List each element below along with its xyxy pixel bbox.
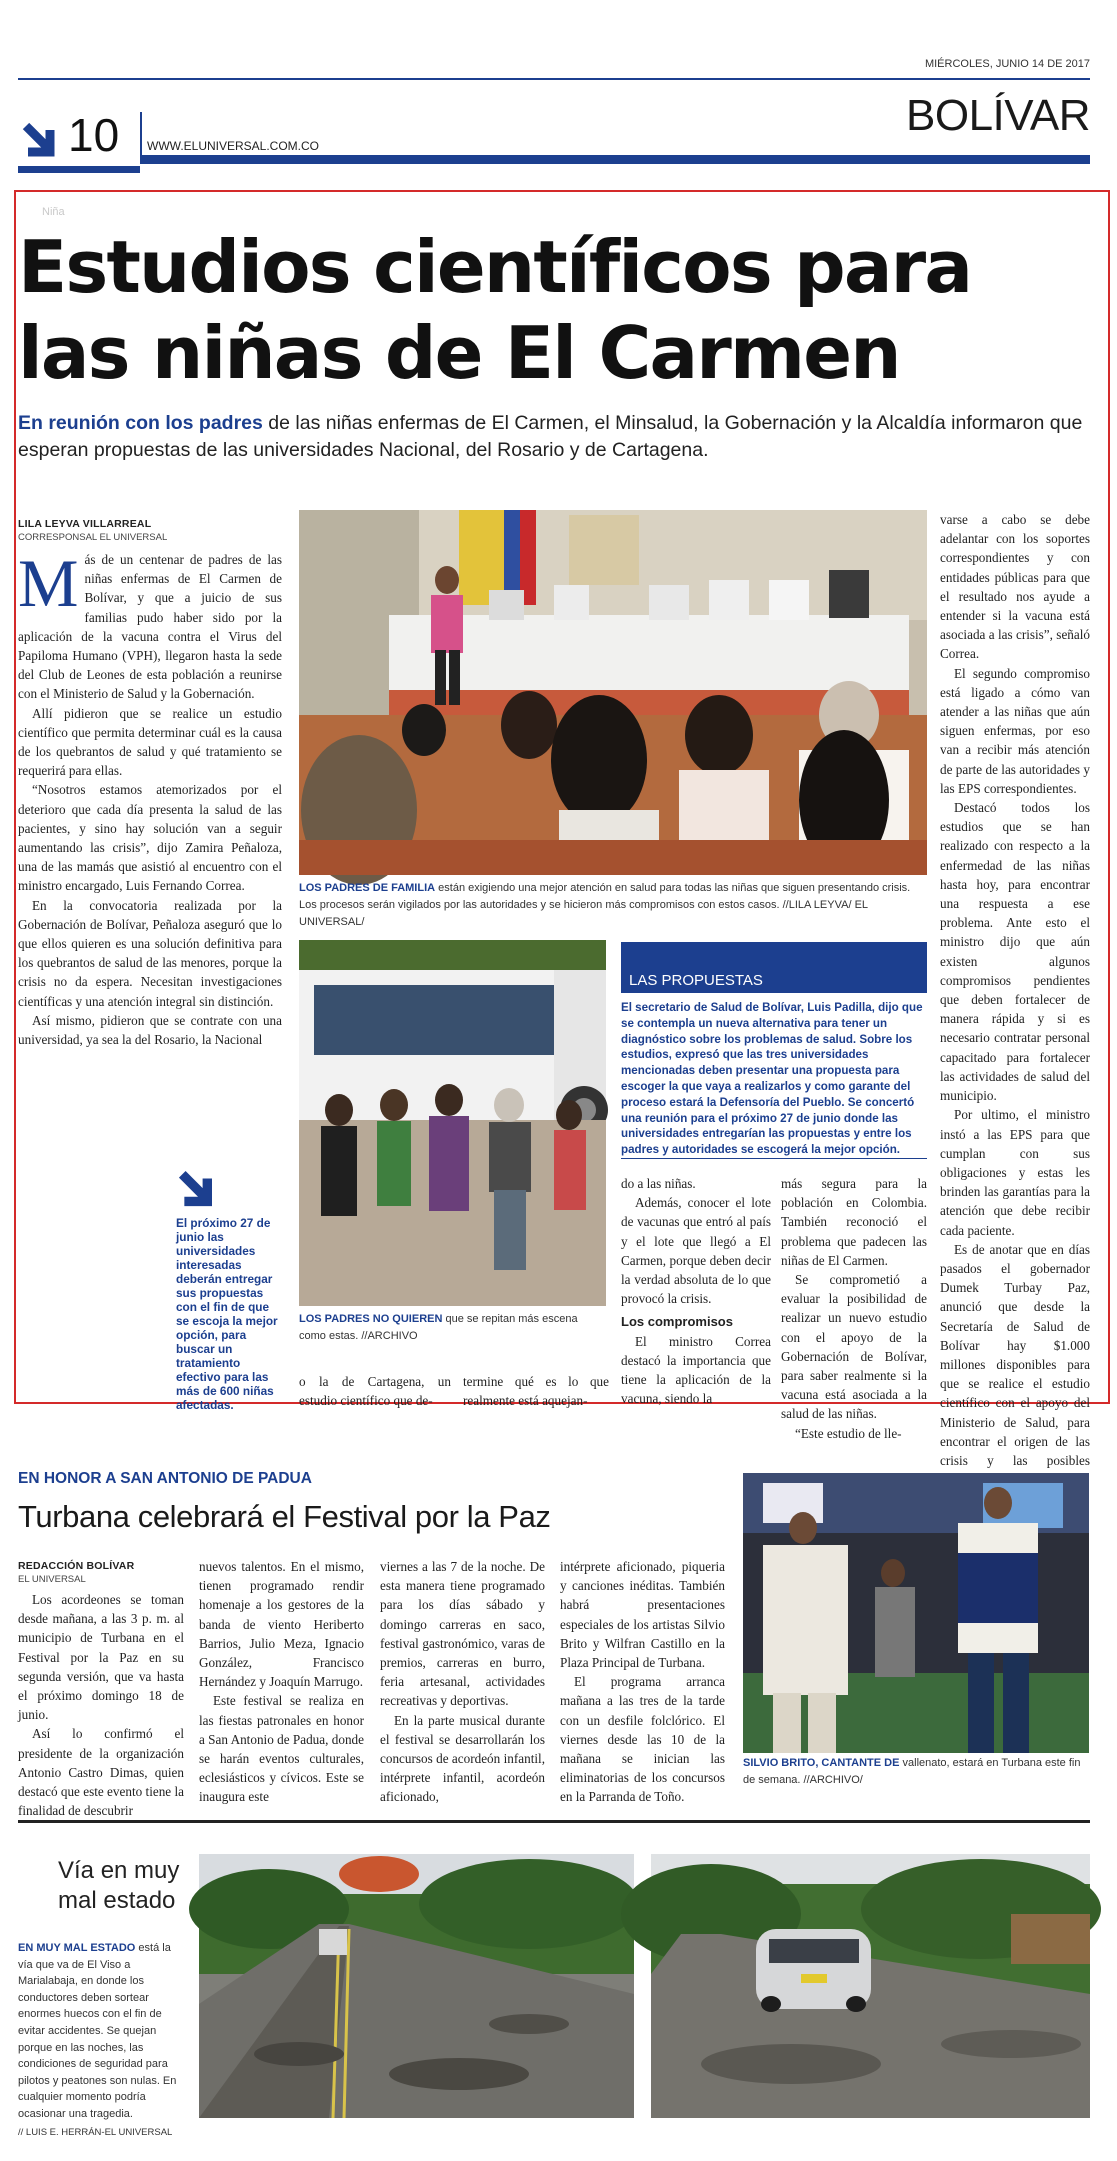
dropcap: M — [18, 545, 79, 621]
road-caption-label: EN MUY MAL ESTADO — [18, 1942, 136, 1954]
turbana-kicker: EN HONOR A SAN ANTONIO DE PADUA — [18, 1470, 312, 1487]
main-kicker: Niña — [42, 206, 65, 218]
main-col1-p2: Allí pidieron que se realice un estudio científico que permita determinar cuál es la causa de los quebrantos de salud y qué tratamiento se requerirá para ellas. — [18, 705, 282, 779]
turbana-column-3 — [380, 1557, 545, 1805]
header-bottom-band — [140, 155, 1090, 164]
road-headline-line1: Vía en muy — [58, 1857, 180, 1884]
main-column-3 — [621, 1174, 771, 1414]
turbana-col3-p1: viernes a las 7 de la noche. De esta manera tiene programado para los días sábado y domingo carreras en saco, festival gastronómico, varas de premios, carreras en burro, feria artesanal, actividades recreativas y deportivas. — [380, 1559, 545, 1709]
meeting-photo — [299, 510, 927, 875]
main-column-4 — [781, 1174, 927, 1441]
page-number: 10 — [68, 109, 120, 161]
road-caption-text: está la vía que va de El Viso a Marialabaja, en donde los conductores deben sortear enormes huecos con el fin de evitar accidentes. Se quejan porque en las noches, las condiciones de seguridad para pilotos y peatones son nulas. En cualquier momento podría ocasionar una tragedia. — [18, 1942, 177, 2120]
page-number-underline — [18, 166, 140, 173]
pullquote: El próximo 27 de junio las universidades interesadas deberán entregar sus propuestas con el fin de que se escoja la mejor opción, para buscar un tratamiento efectivo para las más de 600 niñas afectadas. — [176, 1216, 278, 1412]
main-colC-p3: El ministro Correa destacó la importancia que tiene la aplicación de la vacuna, siendo la — [621, 1333, 771, 1407]
main-col1-p3: “Nosotros estamos atemorizados por el deterioro que cada día presenta la salud de las pacientes, y sino hay solución van a seguir aumentando las crisis”, dijo Zamira Peñaloza, una de las mamás que asistió al encuentro con el ministro encargado, Luis Fernando Correa. — [18, 782, 282, 894]
main-headline — [18, 224, 1098, 396]
main-colC-p2: Además, conocer el lote de vacunas que entró al país y el lote que llegó a El Carmen, porque deben decir la verdad absoluta de lo que provocó la crisis. — [621, 1195, 771, 1307]
turbana-byline-role: EL UNIVERSAL — [18, 1574, 86, 1585]
meeting-caption-text: están exigiendo una mejor atención en salud para todas las niñas que siguen presentando crisis. Los procesos serán vigilados por las autoridades y se hicieron más compromisos con estos casos. //LILA LEYVA/ EL UNIVERSAL/ — [299, 882, 911, 928]
main-byline: LILA LEYVA VILLARREAL — [18, 518, 152, 530]
main-colC-subhead: Los compromisos — [621, 1314, 733, 1330]
turbana-caption-label: SILVIO BRITO, CANTANTE DE — [743, 1757, 900, 1769]
header-top-rule — [18, 78, 1090, 80]
meeting-photo-caption — [299, 880, 927, 931]
main-colE-p4: Por ultimo, el ministro instó a las EPS para que cumplan con sus obligaciones y estas les brinden las garantías para la atención que debe recibir cada paciente. — [940, 1107, 1090, 1238]
road-photo-2 — [651, 1854, 1090, 2118]
turbana-column-2 — [199, 1557, 364, 1805]
crowd-caption-text: que se repitan más escena como estas. //ARCHIVO — [299, 1313, 578, 1342]
pullquote-arrow-icon — [176, 1166, 224, 1214]
turbana-column-1 — [18, 1590, 184, 1819]
main-column-5 — [940, 510, 1090, 1468]
crowd-photo — [299, 940, 606, 1306]
main-col1-p1: ás de un centenar de padres de las niñas enfermas de El Carmen de Bolívar, y que a juicio de sus familias pudo haber sido por la aplicación de la vacuna contra el Virus del Papiloma Humano (VPH), llegaron hasta la sede del Club de Leones de esta población a reunirse con el Ministerio de Salud y la Gobernación. — [18, 552, 282, 702]
main-col1-p4: En la convocatoria realizada por la Gobernación de Bolívar, Peñaloza aseguró que lo que ellos quieren es una solución definitiva para los quebrantos de salud de las menores, porque la crisis no da espera. Necesitan investigaciones científicas y una atención integral sin distinción. — [18, 897, 282, 1009]
main-colE-p5: Es de anotar que en días pasados el gobernador Dumek Turbay Paz, anunció que desde la Secretaría de Salud de Bolívar hay $1.000 millones disponibles para que se realice el estudio científico con el apoyo del Ministerio de Salud, para encontrar el origen de las crisis y las posibles — [940, 1241, 1090, 1468]
turbana-photo — [743, 1473, 1089, 1753]
main-headline-line2: las niñas de El Carmen — [18, 311, 900, 395]
turbana-col4-p1: intérprete aficionado, piqueria y canciones inéditas. También habrá presentaciones especiales de los artistas Silvio Brito y Wilfran Castillo en la Plaza Principal de Turbana. — [560, 1559, 725, 1671]
website-link[interactable]: WWW.ELUNIVERSAL.COM.CO — [147, 139, 320, 153]
proposals-box-title: LAS PROPUESTAS — [621, 942, 927, 993]
road-headline-line2: mal estado — [58, 1887, 176, 1914]
meeting-caption-label: LOS PADRES DE FAMILIA — [299, 882, 436, 894]
proposals-box-text: El secretario de Salud de Bolívar, Luis Padilla, dijo que se contempla un nueva alternativa para tener un diagnóstico sobre los problemas de salud. Sobre los estudios, expresó que las tres universidades mencionadas deben presentar una propuesta para escoger la que vaya a realizarlos y como garante del proceso estará la Defensoría del Pueblo. Se concertó una reunión para el próximo 27 de junio donde las universidades entregarían las propuestas y entre los padres y autoridades se escogerá la mejor opción. — [621, 1001, 923, 1157]
proposals-box-rule — [621, 1158, 927, 1159]
turbana-col1-p2: Así lo confirmó el presidente de la organización Antonio Castro Dimas, quien destacó que este evento tiene la finalidad de descubrir — [18, 1726, 184, 1819]
main-lead-text: de las niñas enfermas de El Carmen, el Minsalud, la Gobernación y la Alcaldía informaron que esperan propuestas de las universidades Nacional, del Rosario y de Cartagena. — [18, 412, 1083, 461]
main-headline-line1: Estudios científicos para — [18, 225, 972, 309]
main-lead-highlight: En reunión con los padres — [18, 412, 263, 434]
header-date: MIÉRCOLES, JUNIO 14 DE 2017 — [924, 58, 1090, 70]
turbana-col2-p2: Este festival se realiza en las fiestas patronales en honor a San Antonio de Padua, donde se harán eventos culturales, eclesiásticos y cívicos. Este se inaugura este — [199, 1693, 364, 1805]
main-lead — [18, 410, 1098, 464]
turbana-col4-p2: El programa arranca mañana a las tres de la tarde con un desfile folclórico. El viernes desde las 10 de la mañana se inician las eliminatorias de los concursos en la Parranda de Toño. — [560, 1674, 725, 1805]
arrow-down-right-icon — [20, 118, 66, 164]
road-photo-1 — [199, 1854, 634, 2118]
main-byline-role: CORRESPONSAL EL UNIVERSAL — [18, 532, 168, 543]
main-colE-p2: El segundo compromiso está ligado a cómo van atender a las niñas que aún siguen enfermas, por eso van a recibir más atención de parte de las autoridades y las EPS correspondientes. — [940, 665, 1090, 796]
main-colD-p3: “Este estudio de lle- — [795, 1425, 902, 1441]
road-headline — [58, 1856, 179, 1916]
turbana-column-4 — [560, 1557, 725, 1805]
crowd-photo-caption — [299, 1311, 606, 1345]
road-photo-1-image — [199, 1854, 634, 2118]
main-column-bottom-2 — [463, 1372, 609, 1410]
meeting-photo-image — [299, 510, 927, 875]
page-number-box — [18, 109, 142, 164]
road-photo-2-image — [651, 1854, 1090, 2118]
main-colD-p2: Se comprometió a evaluar la posibilidad de realizar un nuevo estudio con el apoyo de la Gobernación de Bolívar, para saber realmente si la vacuna está asociada a la salud de las niñas. — [781, 1272, 927, 1422]
turbana-photo-caption — [743, 1755, 1089, 1789]
main-col1-p5: Así mismo, pidieron que se contrate con una universidad, ya sea la del Rosario, la Nacional — [18, 1012, 282, 1048]
main-colD-p1: más segura para la población en Colombia. También reconoció el problema que padecen las niñas de El Carmen. — [781, 1176, 927, 1268]
section-title: BOLÍVAR — [906, 91, 1090, 140]
turbana-byline: REDACCIÓN BOLÍVAR — [18, 1560, 135, 1572]
main-colE-p1: varse a cabo se debe adelantar con los soportes correspondientes y con entidades públicas para que el resultado nos ayude a entender si la vacuna está asociada a las crisis”, señaló Correa. — [940, 512, 1090, 662]
turbana-col2-p1: nuevos talentos. En el mismo, tienen programado rendir homenaje a los gestores de la banda de viento Heriberto Barrios, Julio Meza, Ignacio González, Francisco Hernández y Joaquín Marrugo. — [199, 1559, 364, 1690]
turbana-caption-text: vallenato, estará en Turbana este fin de semana. //ARCHIVO/ — [743, 1757, 1081, 1786]
main-colA-text: o la de Cartagena, un estudio científico que de- — [299, 1374, 451, 1409]
road-credit: // LUIS E. HERRÁN-EL UNIVERSAL — [18, 2126, 173, 2138]
turbana-col3-p2: En la parte musical durante el festival se desarrollarán los concursos de acordeón infantil, intérprete infantil, acordeón aficionado, — [380, 1712, 545, 1805]
crowd-photo-image — [299, 940, 606, 1306]
main-colB-text: termine qué es lo que realmente está aquejan- — [463, 1374, 609, 1409]
main-colE-p3: Destacó todos los estudios que se han realizado con respecto a la enfermedad de las niñas hasta hoy, para encontrar una respuesta a ese problema. Ante esto el ministro dijo que aún existen algunos compromisos pendientes que deben fortalecer de manera rápida y si es necesario contratar personal capacitado para fortalecer las actividades de salud del municipio. — [940, 800, 1090, 1104]
turbana-headline: Turbana celebrará el Festival por la Paz — [18, 1499, 551, 1534]
crowd-caption-label: LOS PADRES NO QUIEREN — [299, 1313, 443, 1325]
main-column-bottom-1 — [299, 1372, 451, 1410]
main-colC-p1: do a las niñas. — [621, 1176, 696, 1191]
road-caption — [18, 1940, 184, 2141]
road-section-rule — [18, 1820, 1090, 1823]
turbana-photo-image — [743, 1473, 1089, 1753]
turbana-col1-p1: Los acordeones se toman desde mañana, a las 3 p. m. al municipio de Turbana en el Festival por la Paz en su segunda versión, que va hasta el próximo domingo 18 de junio. — [18, 1592, 184, 1723]
